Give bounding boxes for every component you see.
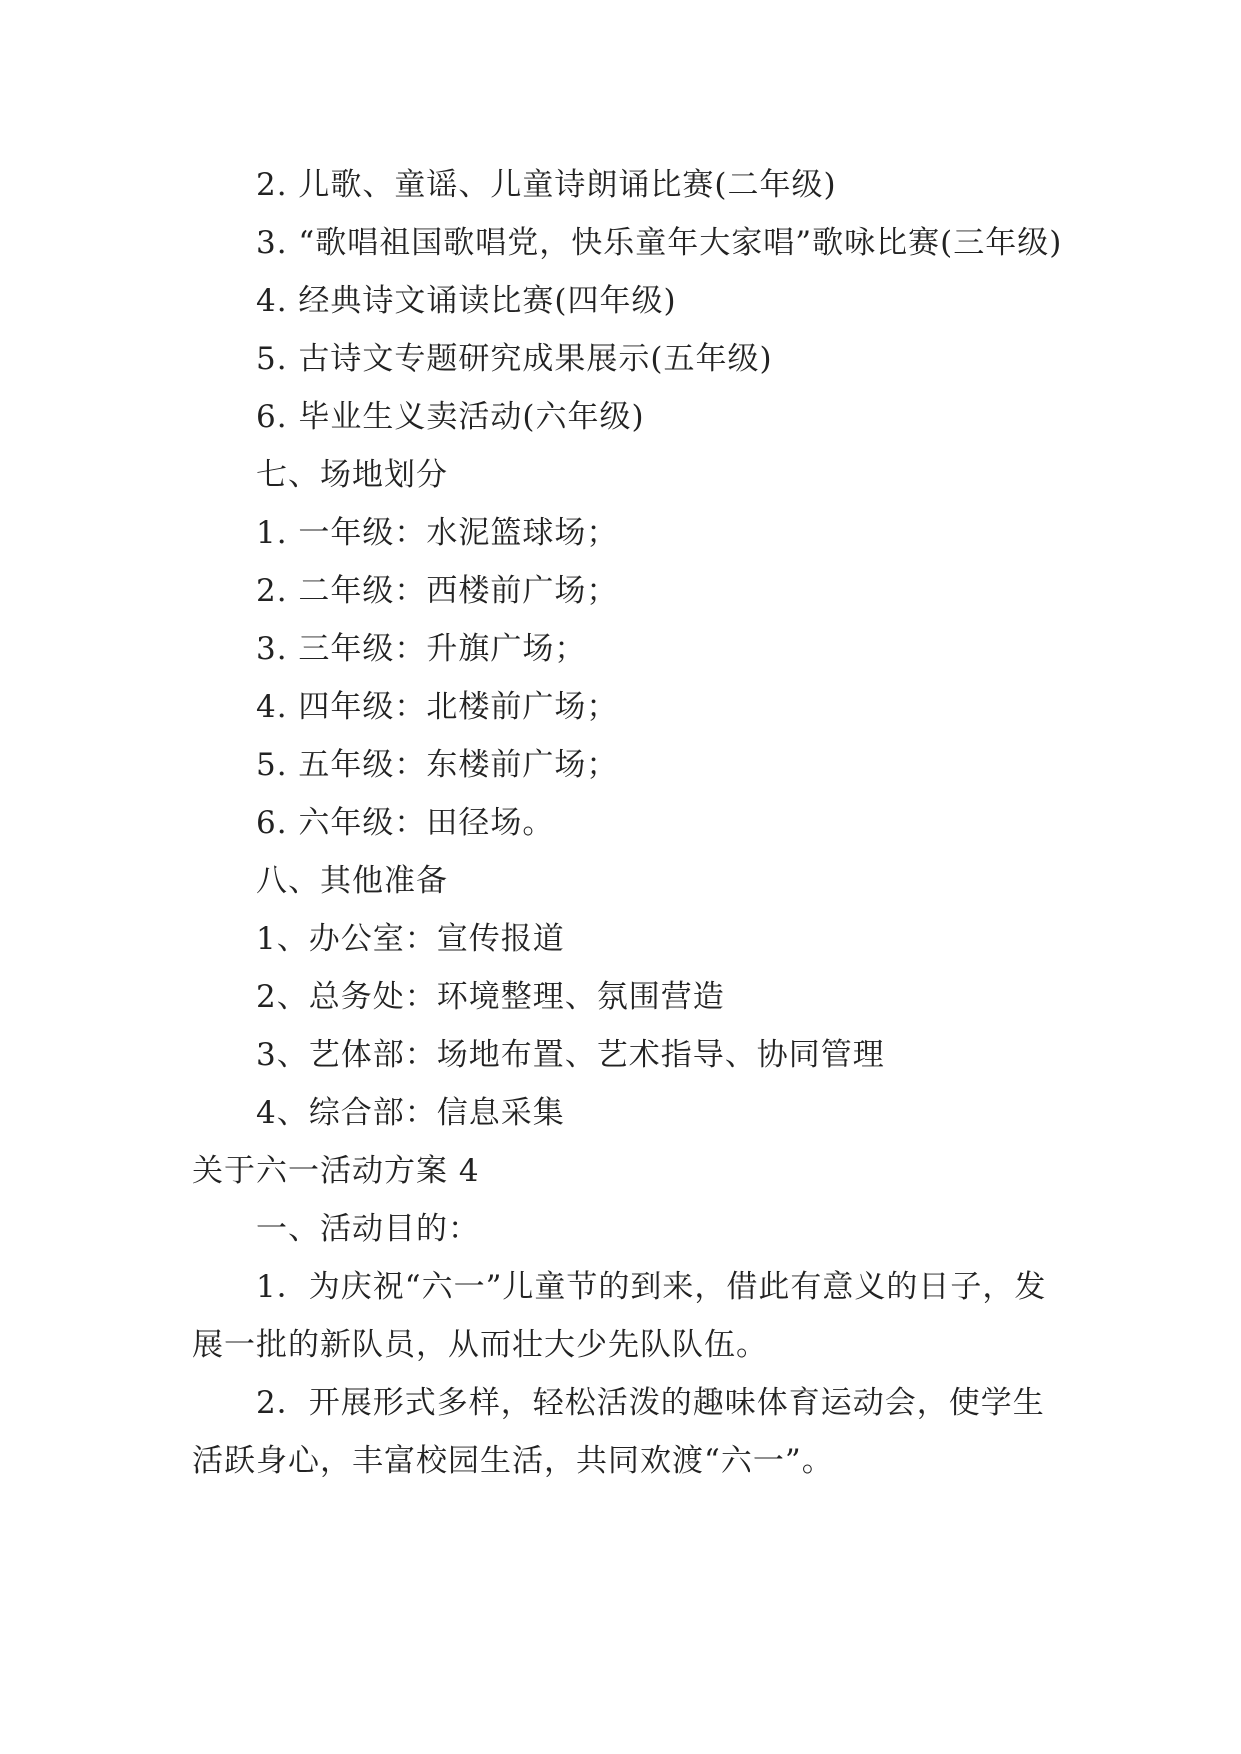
venue-grade-3: 3. 三年级：升旗广场； <box>256 631 587 667</box>
document-body <box>192 156 1072 1490</box>
purpose-item-2: 2．开展形式多样，轻松活泼的趣味体育运动会，使学生活跃身心，丰富校园生活，共同欢渡“六一”。 <box>192 1385 1045 1479</box>
prep-office: 1、办公室：宣传报道 <box>256 921 565 957</box>
list-item-singing-contest: 3. “歌唱祖国歌唱党，快乐童年大家唱”歌咏比赛(三年级) <box>256 225 1063 261</box>
section-heading-other-prep: 八、其他准备 <box>256 863 448 899</box>
prep-arts-sports: 3、艺体部：场地布置、艺术指导、协同管理 <box>256 1037 885 1073</box>
purpose-item-1: 1．为庆祝“六一”儿童节的到来，借此有意义的日子，发展一批的新队员，从而壮大少先队队伍。 <box>192 1269 1047 1363</box>
list-item-classic-reading: 4. 经典诗文诵读比赛(四年级) <box>256 283 677 319</box>
section-heading-purpose: 一、活动目的： <box>256 1211 480 1247</box>
section-heading-venues: 七、场地划分 <box>256 457 448 493</box>
list-item-recitation-contest: 2. 儿歌、童谣、儿童诗朗诵比赛(二年级) <box>256 167 837 203</box>
prep-comprehensive: 4、综合部：信息采集 <box>256 1095 565 1131</box>
list-item-poetry-research: 5. 古诗文专题研究成果展示(五年级) <box>256 341 773 377</box>
document-subtitle: 关于六一活动方案 4 <box>192 1153 480 1189</box>
prep-general-affairs: 2、总务处：环境整理、氛围营造 <box>256 979 725 1015</box>
venue-grade-4: 4. 四年级：北楼前广场； <box>256 689 619 725</box>
list-item-charity-sale: 6. 毕业生义卖活动(六年级) <box>256 399 645 435</box>
venue-grade-1: 1. 一年级：水泥篮球场； <box>256 515 619 551</box>
venue-grade-5: 5. 五年级：东楼前广场； <box>256 747 619 783</box>
venue-grade-2: 2. 二年级：西楼前广场； <box>256 573 619 609</box>
venue-grade-6: 6. 六年级：田径场。 <box>256 805 555 841</box>
